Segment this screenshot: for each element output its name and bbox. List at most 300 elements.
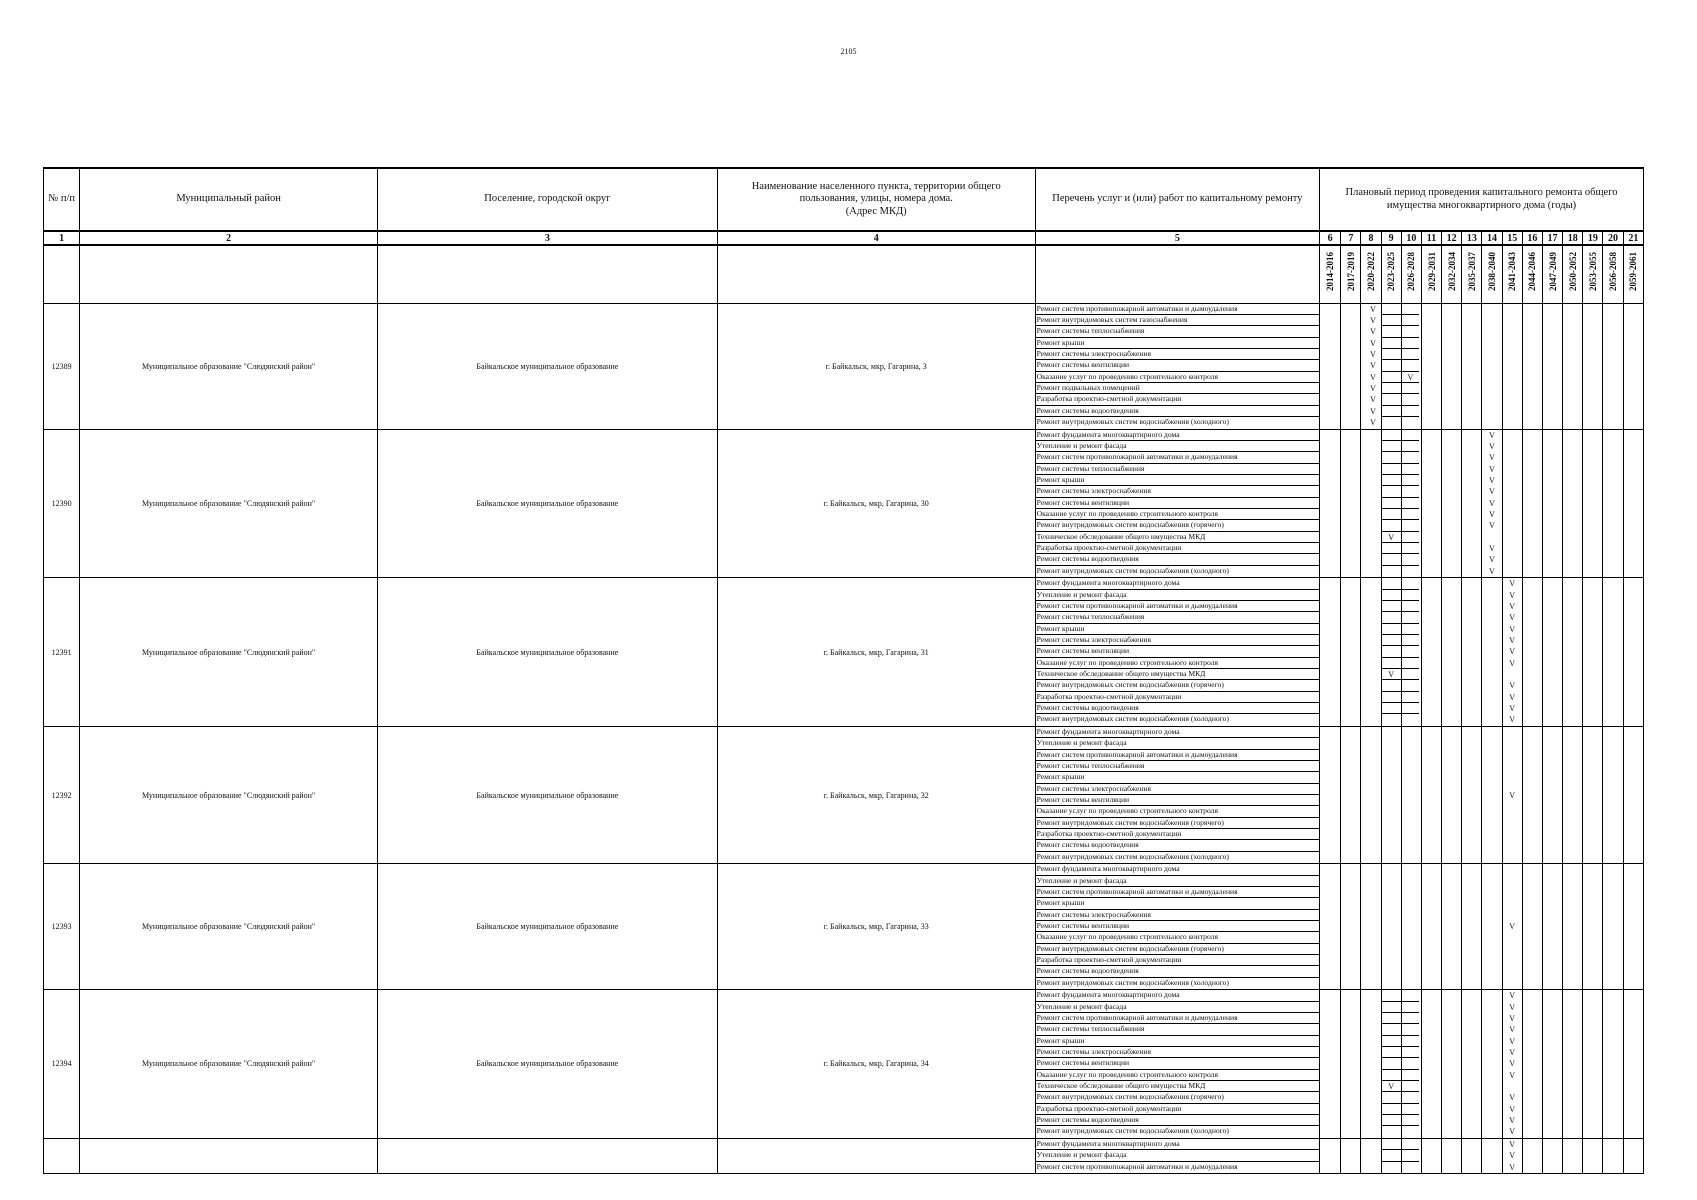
- year-cell: [1421, 245, 1441, 303]
- schedule-column-14: [1482, 990, 1502, 1139]
- schedule-mark: [1382, 1036, 1401, 1047]
- schedule-mark: [1482, 990, 1501, 1001]
- schedule-empty-cell: [1583, 1138, 1603, 1173]
- schedule-empty-cell: [1522, 990, 1542, 1139]
- schedule-mark: [1402, 394, 1419, 405]
- schedule-mark: [1402, 990, 1419, 1001]
- record-settlement: Байкальское муниципальное образование: [377, 429, 717, 578]
- work-item: Разработка проектно-сметной документации: [1036, 1104, 1319, 1115]
- schedule-empty-cell: [1462, 990, 1482, 1139]
- schedule-mark: [1402, 304, 1419, 315]
- schedule-empty-cell: [1623, 303, 1643, 429]
- schedule-mark: [1382, 578, 1401, 589]
- schedule-empty-cell: [1542, 429, 1562, 578]
- schedule-mark: [1503, 394, 1522, 405]
- schedule-empty-cell: [1361, 864, 1381, 990]
- schedule-mark: [1382, 624, 1401, 635]
- schedule-mark: V: [1370, 338, 1376, 348]
- schedule-mark: [1482, 349, 1501, 360]
- work-item: Ремонт внутридомовых систем водоснабжения (холодного): [1036, 565, 1229, 575]
- schedule-mark: [1367, 1162, 1378, 1173]
- work-item: Разработка проектно-сметной документации: [1036, 829, 1319, 840]
- schedule-mark: V: [1489, 430, 1495, 440]
- schedule-column-10: [1401, 303, 1421, 429]
- work-item: Ремонт систем противопожарной автоматики и дымоудаления: [1036, 452, 1319, 463]
- work-item: Ремонт системы электроснабжения: [1036, 910, 1319, 921]
- schedule-mark: [1382, 406, 1401, 417]
- work-item: Ремонт системы теплоснабжения: [1036, 464, 1319, 475]
- schedule-empty-cell: [1522, 578, 1542, 727]
- schedule-mark: [1402, 1162, 1419, 1173]
- schedule-mark: [1367, 990, 1378, 1001]
- schedule-empty-cell: [1522, 864, 1542, 990]
- schedule-mark: [1382, 543, 1401, 554]
- schedule-empty-cell: [1421, 303, 1441, 429]
- record-row: [44, 726, 1644, 863]
- schedule-mark: [1482, 1150, 1501, 1161]
- schedule-mark: [1382, 338, 1401, 349]
- schedule-mark: [1482, 669, 1501, 680]
- schedule-mark: [1367, 1126, 1378, 1137]
- schedule-mark: V: [1509, 1059, 1516, 1069]
- column-number-20: 20: [1603, 231, 1623, 245]
- record-id: 12391: [44, 578, 80, 727]
- work-item: Ремонт подвальных помещений: [1036, 383, 1319, 394]
- year-label: 2035-2037: [1466, 252, 1477, 292]
- schedule-mark: [1382, 349, 1401, 360]
- work-item: Ремонт системы электроснабжения: [1036, 486, 1319, 497]
- schedule-empty-cell: [1462, 303, 1482, 429]
- schedule-mark: [1482, 590, 1501, 601]
- schedule-mark: [1367, 601, 1378, 612]
- schedule-mark: V: [1502, 726, 1522, 863]
- column-number-16: 16: [1522, 231, 1542, 245]
- schedule-empty-cell: [1563, 303, 1583, 429]
- schedule-mark: [1503, 464, 1522, 475]
- schedule-mark: [1503, 452, 1522, 463]
- schedule-mark: V: [1489, 566, 1495, 576]
- work-item: Ремонт систем противопожарной автоматики и дымоудаления: [1036, 601, 1319, 612]
- work-item: Ремонт системы водоотведения: [1036, 703, 1319, 714]
- schedule-mark: [1402, 543, 1419, 554]
- record-settlement: Байкальское муниципальное образование: [377, 864, 717, 990]
- schedule-column-10: [1401, 429, 1421, 578]
- schedule-mark: [1402, 703, 1419, 714]
- schedule-mark: [1482, 1036, 1501, 1047]
- schedule-mark: [1367, 1047, 1378, 1058]
- work-item: Ремонт системы электроснабжения: [1036, 784, 1319, 795]
- column-number-4: 4: [717, 231, 1035, 245]
- schedule-mark: [1482, 338, 1501, 349]
- schedule-column-10: [1401, 1138, 1421, 1173]
- schedule-mark: V: [1509, 624, 1516, 634]
- schedule-empty-cell: [1583, 864, 1603, 990]
- schedule-mark: [1367, 520, 1378, 531]
- schedule-column-15: [1502, 990, 1522, 1139]
- schedule-empty-cell: [1320, 1138, 1341, 1173]
- schedule-mark: [1382, 1115, 1401, 1126]
- schedule-mark: [1382, 372, 1401, 383]
- work-item: Разработка проектно-сметной документации: [1036, 692, 1319, 703]
- record-address: г. Байкальск, мкр, Гагарина, 32: [717, 726, 1035, 863]
- record-district: Муниципальное образование "Слюдянский район": [80, 864, 378, 990]
- years-row: [44, 245, 1644, 303]
- schedule-mark: [1367, 1115, 1378, 1126]
- column-number-6: 6: [1320, 231, 1341, 245]
- header-settlement: Поселение, городской округ: [377, 168, 717, 231]
- record-row: [44, 990, 1644, 1139]
- schedule-mark: V: [1489, 498, 1495, 508]
- schedule-mark: [1503, 406, 1522, 417]
- schedule-empty-cell: [1401, 726, 1421, 863]
- work-item: Ремонт системы вентиляции: [1036, 795, 1319, 806]
- work-item: Ремонт системы теплоснабжения: [1036, 612, 1319, 623]
- work-item: Ремонт системы вентиляции: [1036, 498, 1319, 509]
- schedule-mark: V: [1370, 315, 1376, 325]
- schedule-column-9: [1381, 429, 1401, 578]
- column-number-1: 1: [44, 231, 80, 245]
- schedule-mark: V: [1509, 601, 1516, 611]
- schedule-mark: [1482, 326, 1501, 337]
- schedule-mark: [1402, 360, 1419, 371]
- schedule-column-14: [1482, 1138, 1502, 1173]
- works-list: [1035, 578, 1319, 727]
- record-id: [44, 1138, 80, 1173]
- schedule-empty-cell: [1623, 864, 1643, 990]
- record-row: [44, 1138, 1644, 1173]
- schedule-mark: V: [1509, 590, 1516, 600]
- schedule-mark: [1503, 315, 1522, 326]
- schedule-mark: [1402, 1150, 1419, 1161]
- work-item: Ремонт крыши: [1036, 624, 1319, 635]
- schedule-mark: [1482, 1013, 1501, 1024]
- work-item: Ремонт крыши: [1036, 772, 1319, 783]
- schedule-empty-cell: [1542, 864, 1562, 990]
- schedule-mark: V: [1402, 372, 1419, 383]
- schedule-mark: V: [1370, 327, 1376, 337]
- schedule-mark: V: [1509, 635, 1516, 645]
- schedule-empty-cell: [1421, 429, 1441, 578]
- schedule-mark: [1367, 532, 1378, 543]
- year-cell: [1462, 245, 1482, 303]
- schedule-empty-cell: [1603, 726, 1623, 863]
- work-item: Ремонт системы электроснабжения: [1036, 349, 1319, 360]
- capital-repair-table: [43, 167, 1644, 1174]
- schedule-mark: V: [1509, 1162, 1516, 1172]
- schedule-mark: V: [1489, 555, 1495, 565]
- schedule-mark: V: [1489, 521, 1495, 531]
- year-label: 2053-2055: [1587, 252, 1598, 292]
- years-empty-cell: [80, 245, 378, 303]
- schedule-mark: [1402, 714, 1419, 725]
- schedule-mark: V: [1509, 1070, 1516, 1080]
- record-settlement: Байкальское муниципальное образование: [377, 726, 717, 863]
- works-list: [1035, 303, 1319, 429]
- schedule-mark: [1482, 383, 1501, 394]
- schedule-empty-cell: [1542, 990, 1562, 1139]
- column-number-11: 11: [1421, 231, 1441, 245]
- schedule-mark: [1382, 1002, 1401, 1013]
- schedule-mark: [1402, 315, 1419, 326]
- work-item: Ремонт внутридомовых систем водоснабжения (горячего): [1036, 520, 1319, 531]
- schedule-mark: V: [1509, 658, 1516, 668]
- schedule-mark: [1402, 1104, 1419, 1115]
- schedule-mark: [1382, 692, 1401, 703]
- record-settlement: Байкальское муниципальное образование: [377, 990, 717, 1139]
- schedule-mark: [1367, 1013, 1378, 1024]
- schedule-mark: [1402, 1126, 1419, 1137]
- schedule-column-9: [1381, 578, 1401, 727]
- work-item: Ремонт систем противопожарной автоматики и дымоудаления: [1036, 1161, 1238, 1171]
- schedule-mark: [1382, 360, 1401, 371]
- works-list: [1035, 864, 1319, 990]
- schedule-mark: [1382, 464, 1401, 475]
- schedule-mark: [1382, 658, 1401, 669]
- schedule-mark: V: [1509, 647, 1516, 657]
- schedule-mark: [1367, 498, 1378, 509]
- year-label: 2023-2025: [1386, 252, 1397, 292]
- year-label: 2056-2058: [1608, 252, 1619, 292]
- schedule-mark: [1402, 383, 1419, 394]
- record-row: [44, 578, 1644, 727]
- schedule-mark: [1382, 520, 1401, 531]
- schedule-empty-cell: [1462, 864, 1482, 990]
- schedule-mark: [1402, 1092, 1419, 1103]
- record-district: Муниципальное образование "Слюдянский район": [80, 990, 378, 1139]
- works-list: [1035, 990, 1319, 1139]
- schedule-empty-cell: [1320, 864, 1341, 990]
- column-number-19: 19: [1583, 231, 1603, 245]
- schedule-mark: [1382, 601, 1401, 612]
- schedule-empty-cell: [1442, 429, 1462, 578]
- schedule-mark: [1482, 532, 1501, 543]
- schedule-empty-cell: [1341, 429, 1361, 578]
- schedule-mark: [1402, 612, 1419, 623]
- works-list: [1035, 726, 1319, 863]
- schedule-empty-cell: [1522, 303, 1542, 429]
- schedule-mark: V: [1489, 487, 1495, 497]
- schedule-mark: [1503, 360, 1522, 371]
- schedule-mark: [1503, 304, 1522, 315]
- schedule-empty-cell: [1563, 726, 1583, 863]
- year-label: 2017-2019: [1345, 252, 1356, 292]
- schedule-column-9: [1381, 303, 1401, 429]
- schedule-mark: [1402, 406, 1419, 417]
- schedule-mark: [1482, 703, 1501, 714]
- year-label: 2029-2031: [1426, 252, 1437, 292]
- schedule-column-8: [1361, 303, 1381, 429]
- header-period: Плановый период проведения капитального ремонта общего имущества многоквартирного дома (годы): [1320, 168, 1644, 231]
- work-item: Ремонт фундамента многоквартирного дома: [1036, 1139, 1319, 1150]
- schedule-column-15: [1502, 303, 1522, 429]
- schedule-mark: V: [1370, 406, 1376, 416]
- record-row: [44, 303, 1644, 429]
- schedule-mark: [1382, 1139, 1401, 1150]
- schedule-mark: V: [1370, 384, 1376, 394]
- record-settlement: Байкальское муниципальное образование: [377, 303, 717, 429]
- work-item: Ремонт внутридомовых систем водоснабжения (горячего): [1036, 1092, 1319, 1103]
- schedule-mark: V: [1502, 864, 1522, 990]
- record-row: [44, 429, 1644, 578]
- work-item: Ремонт внутридомовых систем водоснабжения (горячего): [1036, 680, 1319, 691]
- schedule-mark: [1382, 383, 1401, 394]
- schedule-empty-cell: [1623, 726, 1643, 863]
- schedule-mark: [1382, 714, 1401, 725]
- schedule-column-15: [1502, 578, 1522, 727]
- schedule-empty-cell: [1603, 1138, 1623, 1173]
- schedule-mark: [1482, 1104, 1501, 1115]
- year-cell: [1522, 245, 1542, 303]
- schedule-mark: [1402, 498, 1419, 509]
- schedule-empty-cell: [1462, 429, 1482, 578]
- schedule-mark: V: [1509, 1025, 1516, 1035]
- year-label: 2047-2049: [1547, 252, 1558, 292]
- schedule-empty-cell: [1442, 1138, 1462, 1173]
- schedule-mark: V: [1489, 510, 1495, 520]
- schedule-column-9: [1381, 1138, 1401, 1173]
- year-cell: [1482, 245, 1502, 303]
- work-item: Утепление и ремонт фасада: [1036, 1150, 1319, 1161]
- schedule-mark: V: [1509, 1151, 1516, 1161]
- schedule-mark: [1402, 464, 1419, 475]
- schedule-mark: [1367, 566, 1378, 577]
- schedule-mark: [1402, 1115, 1419, 1126]
- schedule-empty-cell: [1320, 303, 1341, 429]
- schedule-mark: V: [1509, 1036, 1516, 1046]
- schedule-mark: [1367, 430, 1378, 441]
- schedule-mark: V: [1509, 1104, 1516, 1114]
- work-item: Ремонт системы водоотведения: [1036, 406, 1319, 417]
- schedule-mark: [1402, 669, 1419, 680]
- schedule-mark: [1482, 360, 1501, 371]
- schedule-empty-cell: [1482, 726, 1502, 863]
- schedule-mark: V: [1509, 1139, 1516, 1149]
- year-label: 2014-2016: [1325, 252, 1336, 292]
- work-item: Ремонт системы теплоснабжения: [1036, 761, 1319, 772]
- schedule-mark: [1367, 1092, 1378, 1103]
- schedule-empty-cell: [1421, 1138, 1441, 1173]
- schedule-mark: [1503, 486, 1522, 497]
- schedule-mark: [1402, 532, 1419, 543]
- schedule-mark: V: [1509, 1127, 1516, 1137]
- schedule-mark: [1382, 1150, 1401, 1161]
- schedule-mark: [1503, 475, 1522, 486]
- schedule-empty-cell: [1462, 726, 1482, 863]
- year-cell: [1341, 245, 1361, 303]
- schedule-mark: [1382, 680, 1401, 691]
- schedule-mark: V: [1509, 579, 1516, 589]
- schedule-column-10: [1401, 578, 1421, 727]
- record-address: [717, 1138, 1035, 1173]
- works-list: [1035, 1138, 1319, 1173]
- schedule-mark: [1402, 430, 1419, 441]
- schedule-mark: [1367, 646, 1378, 657]
- work-item: Утепление и ремонт фасада: [1036, 590, 1319, 601]
- work-item: Ремонт внутридомовых систем водоснабжения (горячего): [1036, 818, 1319, 829]
- schedule-empty-cell: [1442, 303, 1462, 429]
- work-item: Ремонт системы теплоснабжения: [1036, 1024, 1319, 1035]
- work-item: Оказание услуг по проведению строительного контроля: [1036, 1070, 1319, 1081]
- work-item: Утепление и ремонт фасада: [1036, 441, 1319, 452]
- schedule-mark: V: [1382, 1081, 1401, 1092]
- schedule-mark: [1482, 612, 1501, 623]
- schedule-mark: [1503, 383, 1522, 394]
- schedule-mark: [1402, 578, 1419, 589]
- schedule-empty-cell: [1320, 726, 1341, 863]
- schedule-mark: [1367, 1070, 1378, 1081]
- schedule-mark: [1482, 1070, 1501, 1081]
- column-number-2: 2: [80, 231, 378, 245]
- schedule-column-14: [1482, 578, 1502, 727]
- record-address: г. Байкальск, мкр, Гагарина, 34: [717, 990, 1035, 1139]
- schedule-mark: [1367, 590, 1378, 601]
- record-row: [44, 864, 1644, 990]
- header-address-line3: (Адрес МКД): [845, 205, 907, 217]
- schedule-mark: V: [1489, 464, 1495, 474]
- schedule-mark: V: [1509, 613, 1516, 623]
- schedule-column-14: [1482, 303, 1502, 429]
- year-label: 2044-2046: [1527, 252, 1538, 292]
- record-address: г. Байкальск, мкр, Гагарина, 31: [717, 578, 1035, 727]
- column-number-8: 8: [1361, 231, 1381, 245]
- schedule-mark: [1382, 1024, 1401, 1035]
- work-item: Ремонт системы вентиляции: [1036, 646, 1319, 657]
- schedule-empty-cell: [1442, 726, 1462, 863]
- column-number-15: 15: [1502, 231, 1522, 245]
- schedule-mark: [1482, 1162, 1501, 1173]
- schedule-mark: V: [1370, 304, 1376, 314]
- year-cell: [1583, 245, 1603, 303]
- schedule-mark: [1367, 669, 1378, 680]
- year-label: 2041-2043: [1507, 252, 1518, 292]
- year-cell: [1381, 245, 1401, 303]
- record-id: 12394: [44, 990, 80, 1139]
- schedule-mark: [1482, 646, 1501, 657]
- schedule-mark: V: [1489, 453, 1495, 463]
- record-id: 12389: [44, 303, 80, 429]
- schedule-empty-cell: [1341, 1138, 1361, 1173]
- schedule-empty-cell: [1522, 429, 1542, 578]
- schedule-mark: [1382, 590, 1401, 601]
- work-item: Утепление и ремонт фасада: [1036, 876, 1319, 887]
- schedule-empty-cell: [1421, 726, 1441, 863]
- year-cell: [1361, 245, 1381, 303]
- record-district: Муниципальное образование "Слюдянский район": [80, 578, 378, 727]
- record-district: Муниципальное образование "Слюдянский район": [80, 429, 378, 578]
- schedule-mark: [1367, 1024, 1378, 1035]
- schedule-mark: [1367, 1150, 1378, 1161]
- schedule-mark: [1382, 990, 1401, 1001]
- schedule-empty-cell: [1341, 726, 1361, 863]
- work-item: Ремонт системы вентиляции: [1036, 921, 1319, 932]
- schedule-mark: [1382, 498, 1401, 509]
- schedule-empty-cell: [1462, 578, 1482, 727]
- schedule-mark: [1402, 509, 1419, 520]
- schedule-mark: [1402, 692, 1419, 703]
- schedule-empty-cell: [1320, 990, 1341, 1139]
- schedule-mark: [1402, 566, 1419, 577]
- schedule-mark: [1382, 703, 1401, 714]
- work-item: Ремонт фундамента многоквартирного дома: [1036, 990, 1319, 1001]
- schedule-mark: [1482, 406, 1501, 417]
- schedule-empty-cell: [1603, 303, 1623, 429]
- schedule-empty-cell: [1542, 578, 1562, 727]
- year-label: 2020-2022: [1365, 252, 1376, 292]
- column-number-5: 5: [1035, 231, 1319, 245]
- schedule-mark: [1367, 624, 1378, 635]
- schedule-column-8: [1361, 429, 1381, 578]
- work-item: Ремонт фундамента многоквартирного дома: [1036, 578, 1319, 589]
